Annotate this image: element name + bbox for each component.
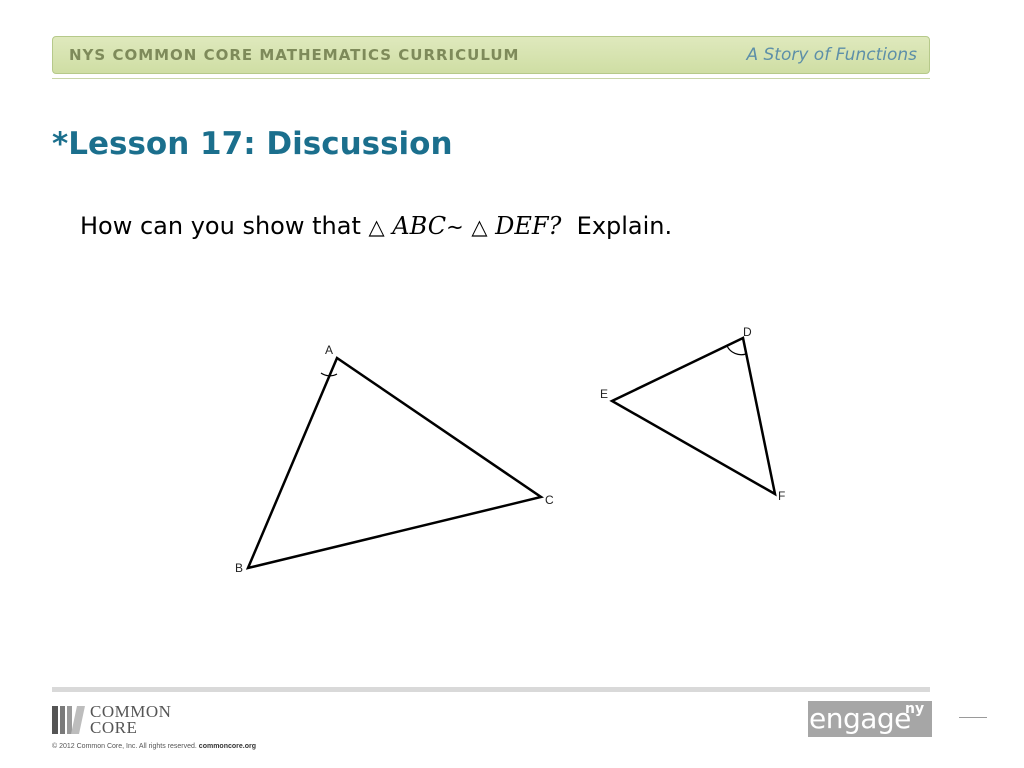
similar-symbol: ∼	[446, 215, 464, 239]
copyright-notice	[52, 743, 256, 750]
curriculum-title: NYS COMMON CORE MATHEMATICS CURRICULUM	[69, 46, 520, 64]
story-title: A Story of Functions	[746, 45, 917, 65]
question-mark: ?	[548, 212, 562, 240]
vertex-label-e: E	[600, 387, 609, 401]
slide-edge-tick	[959, 717, 987, 718]
vertex-label-c: C	[545, 493, 554, 507]
commoncore-link[interactable]: commoncore.org	[198, 743, 256, 750]
vertex-label-d: D	[743, 325, 752, 339]
common-core-logo	[52, 704, 192, 736]
engage-ny-logo	[808, 701, 932, 737]
question-lead: How can you show that	[80, 212, 369, 240]
lesson-title: *Lesson 17: Discussion	[52, 126, 453, 162]
common-core-bars-icon	[52, 706, 84, 734]
triangle-symbol: △	[471, 215, 488, 239]
triangle-symbol: △	[368, 215, 385, 239]
angle-d-arc	[727, 346, 746, 355]
footer-divider	[52, 687, 930, 692]
copyright-text: © 2012 Common Core, Inc. All rights reserved.	[52, 743, 197, 750]
engage-ny-superscript: ny	[905, 701, 925, 717]
question-tail: Explain.	[561, 212, 673, 240]
triangle-abc-shape	[248, 358, 541, 568]
triangle-abc: ABC	[392, 212, 447, 240]
vertex-label-f: F	[778, 489, 786, 503]
common-core-line1: COMMON	[90, 702, 172, 721]
triangle-def: DEF	[495, 212, 549, 240]
common-core-wordmark	[90, 704, 171, 736]
triangle-def-shape	[612, 338, 775, 494]
engage-wordmark: engage	[809, 702, 911, 735]
common-core-line2: CORE	[90, 718, 138, 737]
vertex-label-a: A	[325, 343, 334, 357]
vertex-label-b: B	[235, 561, 244, 575]
